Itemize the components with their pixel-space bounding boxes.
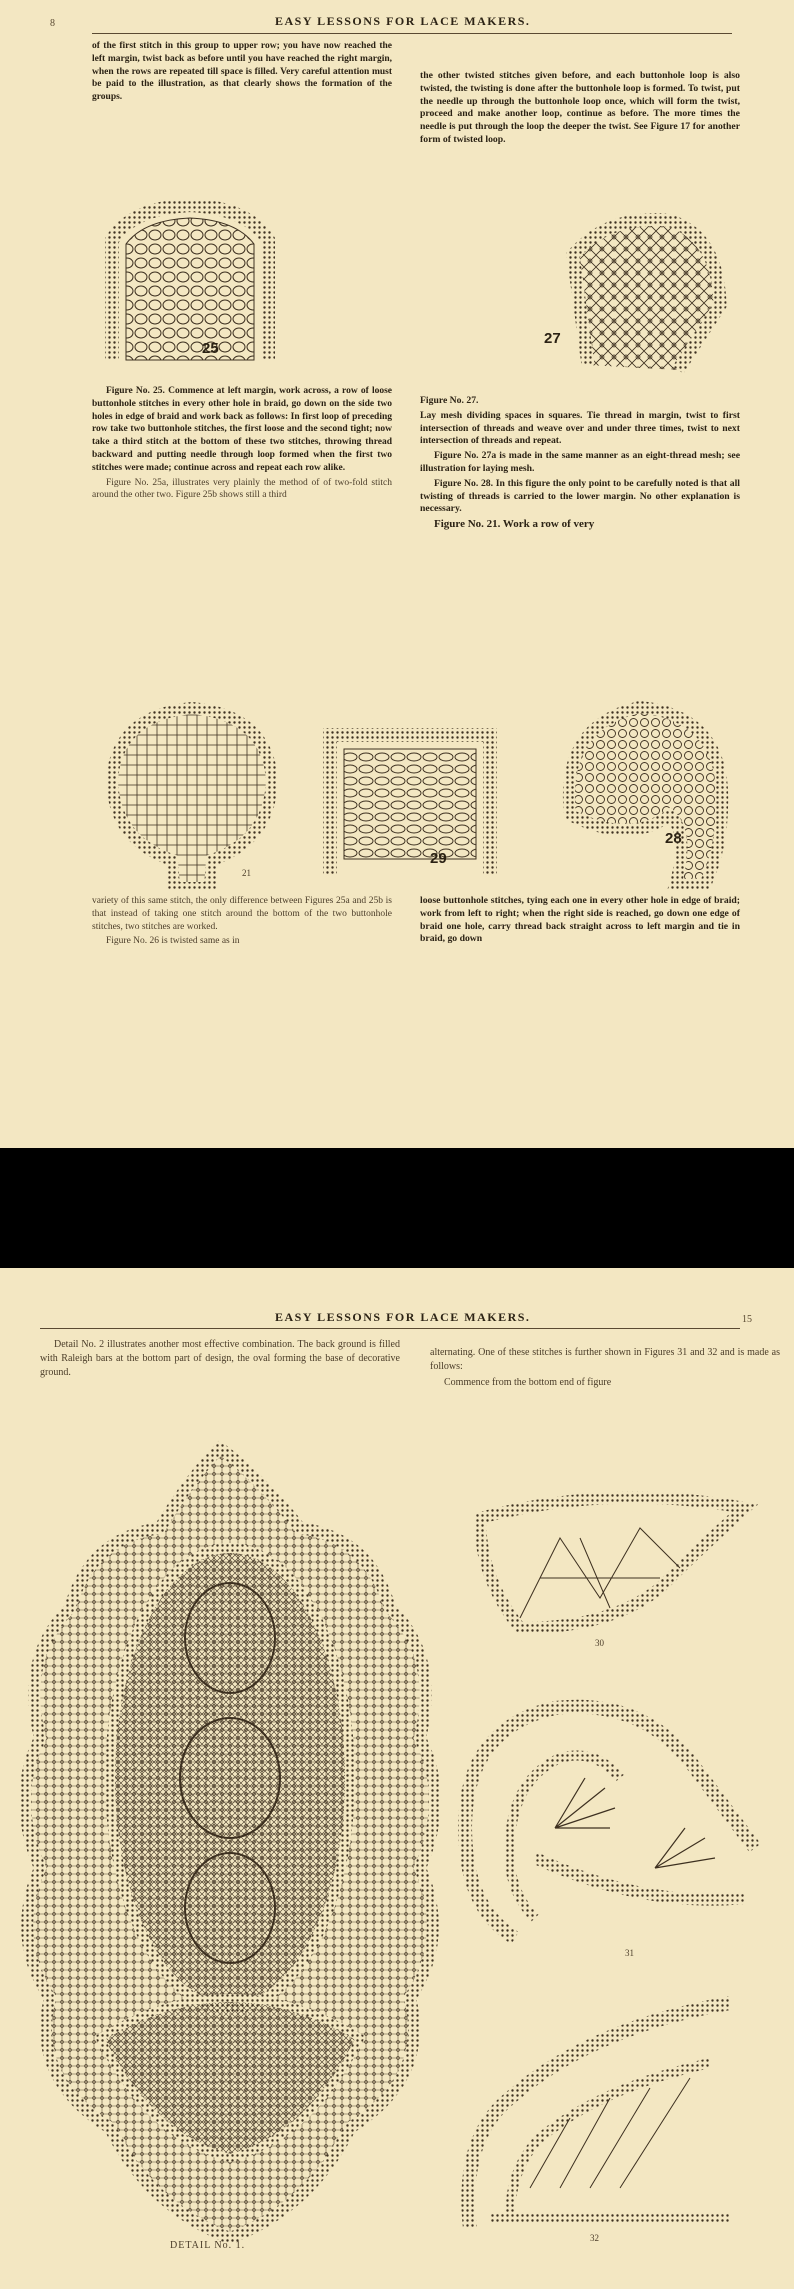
running-head: EASY LESSONS FOR LACE MAKERS. bbox=[275, 14, 531, 28]
fig26-paragraph: Figure No. 26 is twisted same as in bbox=[106, 936, 240, 947]
intro-left-text bbox=[92, 40, 392, 106]
figure-30-number: 30 bbox=[595, 1638, 604, 1648]
right-top-text bbox=[420, 70, 740, 149]
figure-29-number: 29 bbox=[430, 850, 447, 867]
fig25-text-block bbox=[92, 385, 392, 504]
figure-25-number: 25 bbox=[202, 340, 219, 357]
detail-1-illustration bbox=[10, 1438, 450, 2258]
header-rule bbox=[92, 33, 732, 34]
detail-paragraph: Detail No. 2 illustrates another most effective combination. The back ground is filled with Raleigh bars at the bottom part of design, the oval forming the base of decorative ground. bbox=[40, 1339, 400, 1378]
fig21-line bbox=[420, 518, 740, 532]
figure-32-number: 32 bbox=[590, 2233, 599, 2243]
figure-30-illustration bbox=[460, 1478, 760, 1658]
fig27-caption: Figure No. 27. bbox=[420, 395, 479, 406]
fig27-paragraph: Lay mesh dividing spaces in squares. Tie thread in margin, twist to first intersection of threads and weave over and under three times, twist to next intersection of threads and repeat. bbox=[420, 409, 740, 447]
page-separator bbox=[0, 1148, 794, 1268]
figure-31-illustration bbox=[445, 1678, 765, 1968]
figure-27-illustration bbox=[544, 195, 738, 385]
figure-28-illustration bbox=[540, 695, 740, 895]
fig21-tail: Work a row of very bbox=[502, 518, 595, 531]
fig27-heading bbox=[420, 395, 740, 408]
variety-paragraph: variety of this same stitch, the only difference between Figures 25a and 25b is that instead of taking one stitch around the bottom of the two buttonhole stitches, two stitches are worked. bbox=[92, 896, 392, 932]
fig27a-paragraph: Figure No. 27a is made in the same manner as an eight-thread mesh; see illustration for laying mesh. bbox=[420, 450, 740, 474]
header-rule-2 bbox=[40, 1328, 740, 1329]
detail-left-text bbox=[40, 1338, 400, 1382]
fig25-paragraph: Figure No. 25. Commence at left margin, work across, a row of loose buttonhole stitches in every other hole in braid, go down on the side two holes in edge of braid and work back as follows: In first loop of preceding row take two buttonhole stitches, the first loose and the second tight; now take a third stitch at the bottom of these two stitches, throwing thread backward and putting needle through loop formed when the first two stitches were made; continue across and repeat each row alike. bbox=[92, 386, 392, 473]
twist-paragraph: the other twisted stitches given before, and each buttonhole loop is also twisted, the twisting is done after the buttonhole loop is formed. To twist, put the needle up through the buttonhole loop once, which will form the twist, proceed and make another loop, continue as before. The more times the needle is put through the loop the deeper the twist. See Figure 17 for another form of twisted loop. bbox=[420, 70, 740, 145]
fig21-heading: Figure No. 21. bbox=[434, 518, 501, 531]
figure-31-number: 31 bbox=[625, 1948, 634, 1958]
figure-32-illustration bbox=[450, 1988, 760, 2248]
figure-21-illustration bbox=[92, 700, 292, 890]
alternating-paragraph: alternating. One of these stitches is further shown in Figures 31 and 32 and is made as follows: bbox=[430, 1347, 780, 1372]
figure-25-illustration bbox=[92, 200, 287, 375]
page-number-2: 15 bbox=[742, 1314, 752, 1325]
page-two bbox=[0, 1268, 794, 2289]
figure-29-illustration bbox=[310, 715, 510, 885]
figure-21-number: 21 bbox=[242, 868, 251, 878]
page-number: 8 bbox=[50, 18, 55, 29]
intro-paragraph: of the first stitch in this group to upper row; you have now reached the left margin, twist back as before until you have reached the right margin, when the rows are repeated till space is filled. Very careful attention must be paid to the illustration, as that clearly shows the formation of the groups. bbox=[92, 41, 392, 103]
bottom-right-text bbox=[420, 895, 740, 948]
running-head-2: EASY LESSONS FOR LACE MAKERS. bbox=[275, 1310, 531, 1324]
fig25a-paragraph: Figure No. 25a, illustrates very plainly the method of of two-fold stitch around the other two. Figure 25b shows still a third bbox=[92, 477, 392, 501]
detail-1-caption: DETAIL No. 1. bbox=[170, 2240, 246, 2251]
right-mid-text bbox=[420, 395, 740, 534]
fig28-paragraph: Figure No. 28. In this figure the only point to be carefully noted is that all twisting of threads is carried to the lower margin. No other explanation is necessary. bbox=[420, 477, 740, 515]
loose-buttonhole-paragraph: loose buttonhole stitches, tying each one in every other hole in edge of braid; work from left to right; when the right side is reached, go down one edge of braid one hole, carry thread back straight across to left margin and tie in braid, go down bbox=[420, 895, 740, 945]
detail-right-text bbox=[430, 1346, 780, 1392]
commence-paragraph: Commence from the bottom end of figure bbox=[444, 1377, 612, 1388]
figure-28-number: 28 bbox=[665, 830, 682, 847]
bottom-left-text bbox=[92, 895, 392, 950]
figure-27-number: 27 bbox=[544, 330, 561, 347]
